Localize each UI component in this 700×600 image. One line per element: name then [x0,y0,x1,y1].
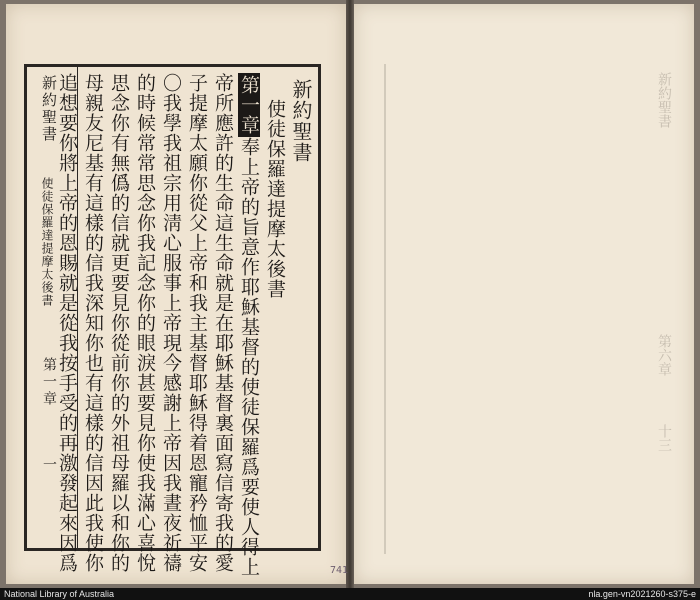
book-heading: 新約聖書 [289,79,313,163]
text-column: 追想要你將上帝的恩賜就是從我按手受的再激發起來因爲 [56,73,78,573]
text-column: 思念你有無僞的信就更要見你從前你的外祖母羅以和你的 [108,73,130,573]
bleed-through-frame [384,64,686,554]
epistle-heading: 使徒保羅達提摩太後書 [264,99,286,299]
text-column: 母親友尼基有這樣的信我深知你也有這樣的信因此我使你 [82,73,104,573]
text-column: 帝所應許的生命這生命就是在耶穌基督裏面寫信寄我的愛 [212,73,234,573]
text-column: 的時候常常思念你我記念你的眼淚甚要見你使我滿心喜悅 [134,73,156,573]
margin-chapter: 第一章 [41,357,57,408]
margin-book-title: 新約聖書 [40,75,58,143]
footer-bar [0,588,700,600]
right-margin-title: 新約聖書 [656,72,672,128]
text-column: 〇我學我祖宗用淸心服事上帝現今感謝上帝因我晝夜祈禱 [160,73,182,573]
left-page [6,4,349,584]
text-line: 奉上帝的旨意作耶穌基督的使徒保羅爲要使人得上 [238,137,260,577]
margin-page-number: 一 [41,457,57,471]
bleed-through-text [584,74,606,435]
right-page [354,4,694,584]
footer-identifier: nla.gen-vn2021260-s375-e [588,589,696,599]
right-margin-chapter: 第六章 [656,334,672,376]
body-text [56,73,313,577]
catalog-stamp: 741 [330,565,349,576]
text-frame [24,64,321,577]
text-column [238,73,260,577]
footer-institution: National Library of Australia [4,589,115,599]
book-gutter [346,0,354,588]
right-margin-page: 十三 [656,424,672,452]
chapter-label: 第一章 [238,75,260,135]
text-column: 子提摩太願你從父上帝和我主基督耶穌得着恩寵矜恤平安 [186,73,208,573]
margin-subtitle: 使徒保羅達提摩太後書 [40,177,54,307]
